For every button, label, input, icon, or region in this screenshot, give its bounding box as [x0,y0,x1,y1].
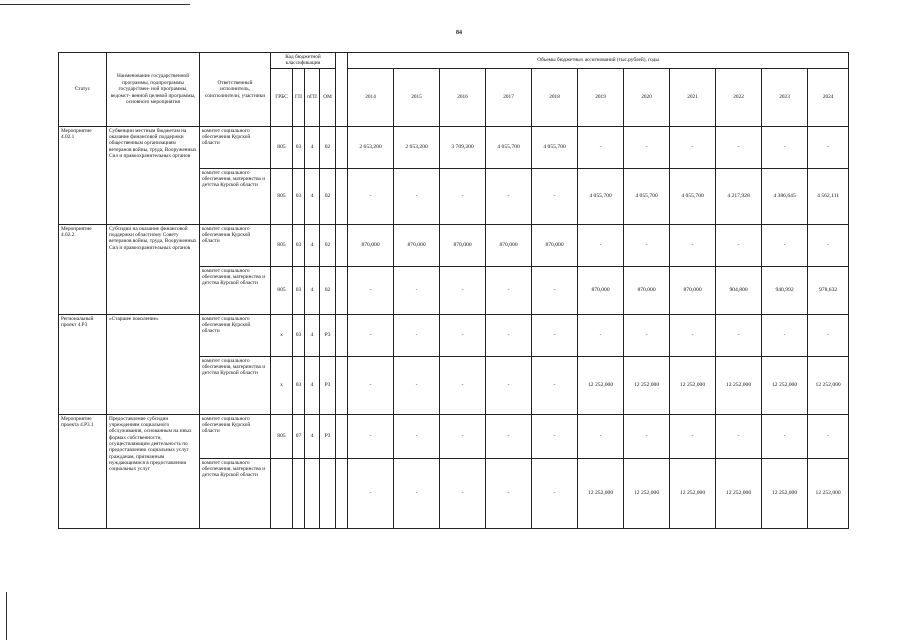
spacer-cell [336,414,348,458]
value-cell: - [348,414,394,458]
value-cell: 4 055,700 [624,168,670,224]
code-cell: 805 [271,168,293,224]
value-cell: 870,000 [670,266,716,314]
value-cell: - [348,458,394,528]
code-cell: 02 [320,224,336,266]
value-cell: - [486,314,532,356]
value-cell: - [762,126,808,168]
code-cell [271,458,293,528]
status-cell: Мероприятие 4.02.1 [59,126,107,224]
value-cell: 4 386,645 [762,168,808,224]
code-cell: 4 [305,314,320,356]
value-cell: - [716,224,762,266]
value-cell: 4 055,700 [670,168,716,224]
header-year: 2024 [808,68,849,126]
value-cell: - [762,414,808,458]
code-cell: 4 [305,356,320,414]
value-cell: 12 252,000 [578,356,624,414]
budget-table [58,52,849,529]
name-cell: Предоставление субсидии учреждениям социального обслуживания, основанным на иных формах собственности, осуществляющим деятельность по предоставлению социальных услуг гражданам, признанным нуждающимися в предоставлении социальных услуг [107,414,200,528]
table-row [59,224,849,266]
value-cell: - [808,126,849,168]
value-cell: - [348,356,394,414]
code-cell [293,458,305,528]
value-cell: - [670,414,716,458]
scan-margin-line [6,592,7,640]
value-cell: 12 252,000 [762,458,808,528]
code-cell: 805 [271,414,293,458]
value-cell: - [716,414,762,458]
status-cell: Мероприятие 4.02.2. [59,224,107,314]
value-cell: - [716,314,762,356]
value-cell: - [532,356,578,414]
value-cell: - [440,356,486,414]
value-cell: - [808,414,849,458]
value-cell: - [624,414,670,458]
code-cell: 03 [293,314,305,356]
code-cell: 03 [293,126,305,168]
value-cell: - [532,314,578,356]
table-body [59,126,849,528]
header-volume-group: Объемы бюджетных ассигнований (тыс.рублей), годы [348,53,849,69]
header-year: 2021 [670,68,716,126]
header-status: Статус [59,53,107,127]
value-cell: 940,992 [762,266,808,314]
code-cell: Р3 [320,314,336,356]
table-row [59,314,849,356]
value-cell: 4 562,111 [808,168,849,224]
value-cell: 2 653,200 [348,126,394,168]
value-cell: - [670,314,716,356]
code-cell: Р3 [320,414,336,458]
value-cell: - [486,458,532,528]
value-cell: 2 653,200 [394,126,440,168]
value-cell: - [808,314,849,356]
table-row [59,126,849,168]
value-cell: - [578,314,624,356]
code-cell: 03 [293,356,305,414]
value-cell: - [578,224,624,266]
header-code-om: ОМ [320,68,336,126]
header-year: 2023 [762,68,808,126]
code-cell: 07 [293,414,305,458]
value-cell: - [440,314,486,356]
value-cell: 4 055,700 [578,168,624,224]
code-cell: х [271,314,293,356]
value-cell: - [394,266,440,314]
value-cell: - [624,224,670,266]
code-cell: х [271,356,293,414]
code-cell: 02 [320,266,336,314]
value-cell: - [578,414,624,458]
value-cell: 978,632 [808,266,849,314]
code-cell: 4 [305,126,320,168]
spacer-cell [336,458,348,528]
value-cell: 4 055,700 [532,126,578,168]
value-cell: - [394,314,440,356]
responsible-cell: комитет социального обеспечения, материнства и детства Курской области [200,458,271,528]
value-cell: - [440,266,486,314]
value-cell: - [762,314,808,356]
code-cell: 03 [293,168,305,224]
value-cell: - [762,224,808,266]
spacer-cell [336,314,348,356]
code-cell: 4 [305,224,320,266]
value-cell: 12 252,000 [808,458,849,528]
value-cell: - [716,126,762,168]
code-cell: 02 [320,168,336,224]
code-cell: 4 [305,414,320,458]
page-number: 84 [456,30,462,36]
value-cell: 12 252,000 [578,458,624,528]
value-cell: - [440,414,486,458]
code-cell: 03 [293,224,305,266]
value-cell: 870,000 [394,224,440,266]
value-cell: 12 252,000 [808,356,849,414]
value-cell: - [624,314,670,356]
code-cell: 03 [293,266,305,314]
value-cell: - [348,266,394,314]
spacer-cell [336,266,348,314]
spacer-cell [336,356,348,414]
code-cell: 4 [305,168,320,224]
responsible-cell: комитет социального обеспечения, материнства и детства Курской области [200,356,271,414]
value-cell: 12 252,000 [624,356,670,414]
responsible-cell: комитет социального обеспечения Курской области [200,126,271,168]
responsible-cell: комитет социального обеспечения, материнства и детства Курской области [200,168,271,224]
responsible-cell: комитет социального обеспечения Курской области [200,414,271,458]
value-cell: - [486,168,532,224]
value-cell: 870,000 [440,224,486,266]
value-cell: 12 252,000 [716,458,762,528]
header-responsible: Ответственный исполнитель, соисполнители, участники [200,53,271,127]
code-cell: Р3 [320,356,336,414]
value-cell: - [394,168,440,224]
value-cell: 904,800 [716,266,762,314]
header-name: Наименование государственной программы, подпрограммы государствен- ной программы, ведомст- венной целевой программы, основного мероприятия [107,53,200,127]
value-cell: 12 252,000 [670,356,716,414]
responsible-cell: комитет социального обеспечения Курской области [200,224,271,266]
name-cell: Субсидии на оказание финансовой поддержки областному Совету ветеранов войны, труда, Вооруженных Сил и правоохранительных органов [107,224,200,314]
name-cell: Субвенции местным бюджетам на оказание финансовой поддержки общественным организациям ветеранов войны, труда, Вооруженных Сил и правоохранительных органов [107,126,200,224]
value-cell: 12 252,000 [670,458,716,528]
value-cell: - [348,314,394,356]
spacer-cell [336,224,348,266]
value-cell: 870,000 [578,266,624,314]
header-spacer [336,53,348,127]
value-cell: - [624,126,670,168]
spacer-cell [336,126,348,168]
name-cell: «Старшее поколение» [107,314,200,414]
value-cell: - [670,224,716,266]
code-cell [320,458,336,528]
value-cell: - [348,168,394,224]
header-code-pgp: пГП [305,68,320,126]
code-cell: 02 [320,126,336,168]
header-year: 2020 [624,68,670,126]
value-cell: 870,000 [486,224,532,266]
header-code-group: Код бюджетной классификации [271,53,336,69]
value-cell: 4 055,700 [486,126,532,168]
code-cell [305,458,320,528]
header-year: 2016 [440,68,486,126]
code-cell: 4 [305,266,320,314]
header-year: 2014 [348,68,394,126]
value-cell: - [394,356,440,414]
value-cell: - [532,266,578,314]
value-cell: 12 252,000 [624,458,670,528]
value-cell: 870,000 [348,224,394,266]
value-cell: - [808,224,849,266]
header-year: 2015 [394,68,440,126]
value-cell: - [486,266,532,314]
value-cell: - [486,356,532,414]
value-cell: - [578,126,624,168]
header-year: 2019 [578,68,624,126]
value-cell: 3 709,200 [440,126,486,168]
value-cell: - [670,126,716,168]
value-cell: - [532,414,578,458]
code-cell: 805 [271,224,293,266]
value-cell: 12 252,000 [716,356,762,414]
value-cell: - [532,168,578,224]
value-cell: - [440,458,486,528]
header-year: 2022 [716,68,762,126]
value-cell: - [440,168,486,224]
status-cell: Региональный проект 4.Р3 [59,314,107,414]
header-code-grbs: ГРБС [271,68,293,126]
header-code-gp: ГП [293,68,305,126]
value-cell: - [394,414,440,458]
header-year: 2018 [532,68,578,126]
value-cell: - [532,458,578,528]
code-cell: 805 [271,266,293,314]
top-rule [0,4,190,5]
status-cell: Мероприятие проекта 4.Р3.1 [59,414,107,528]
header-year: 2017 [486,68,532,126]
responsible-cell: комитет социального обеспечения Курской области [200,314,271,356]
value-cell: - [486,414,532,458]
value-cell: 870,000 [624,266,670,314]
value-cell: 12 252,000 [762,356,808,414]
responsible-cell: комитет социального обеспечения, материнства и детства Курской области [200,266,271,314]
value-cell: - [394,458,440,528]
value-cell: 4 217,928 [716,168,762,224]
table-row [59,414,849,458]
value-cell: 870,000 [532,224,578,266]
code-cell: 805 [271,126,293,168]
spacer-cell [336,168,348,224]
